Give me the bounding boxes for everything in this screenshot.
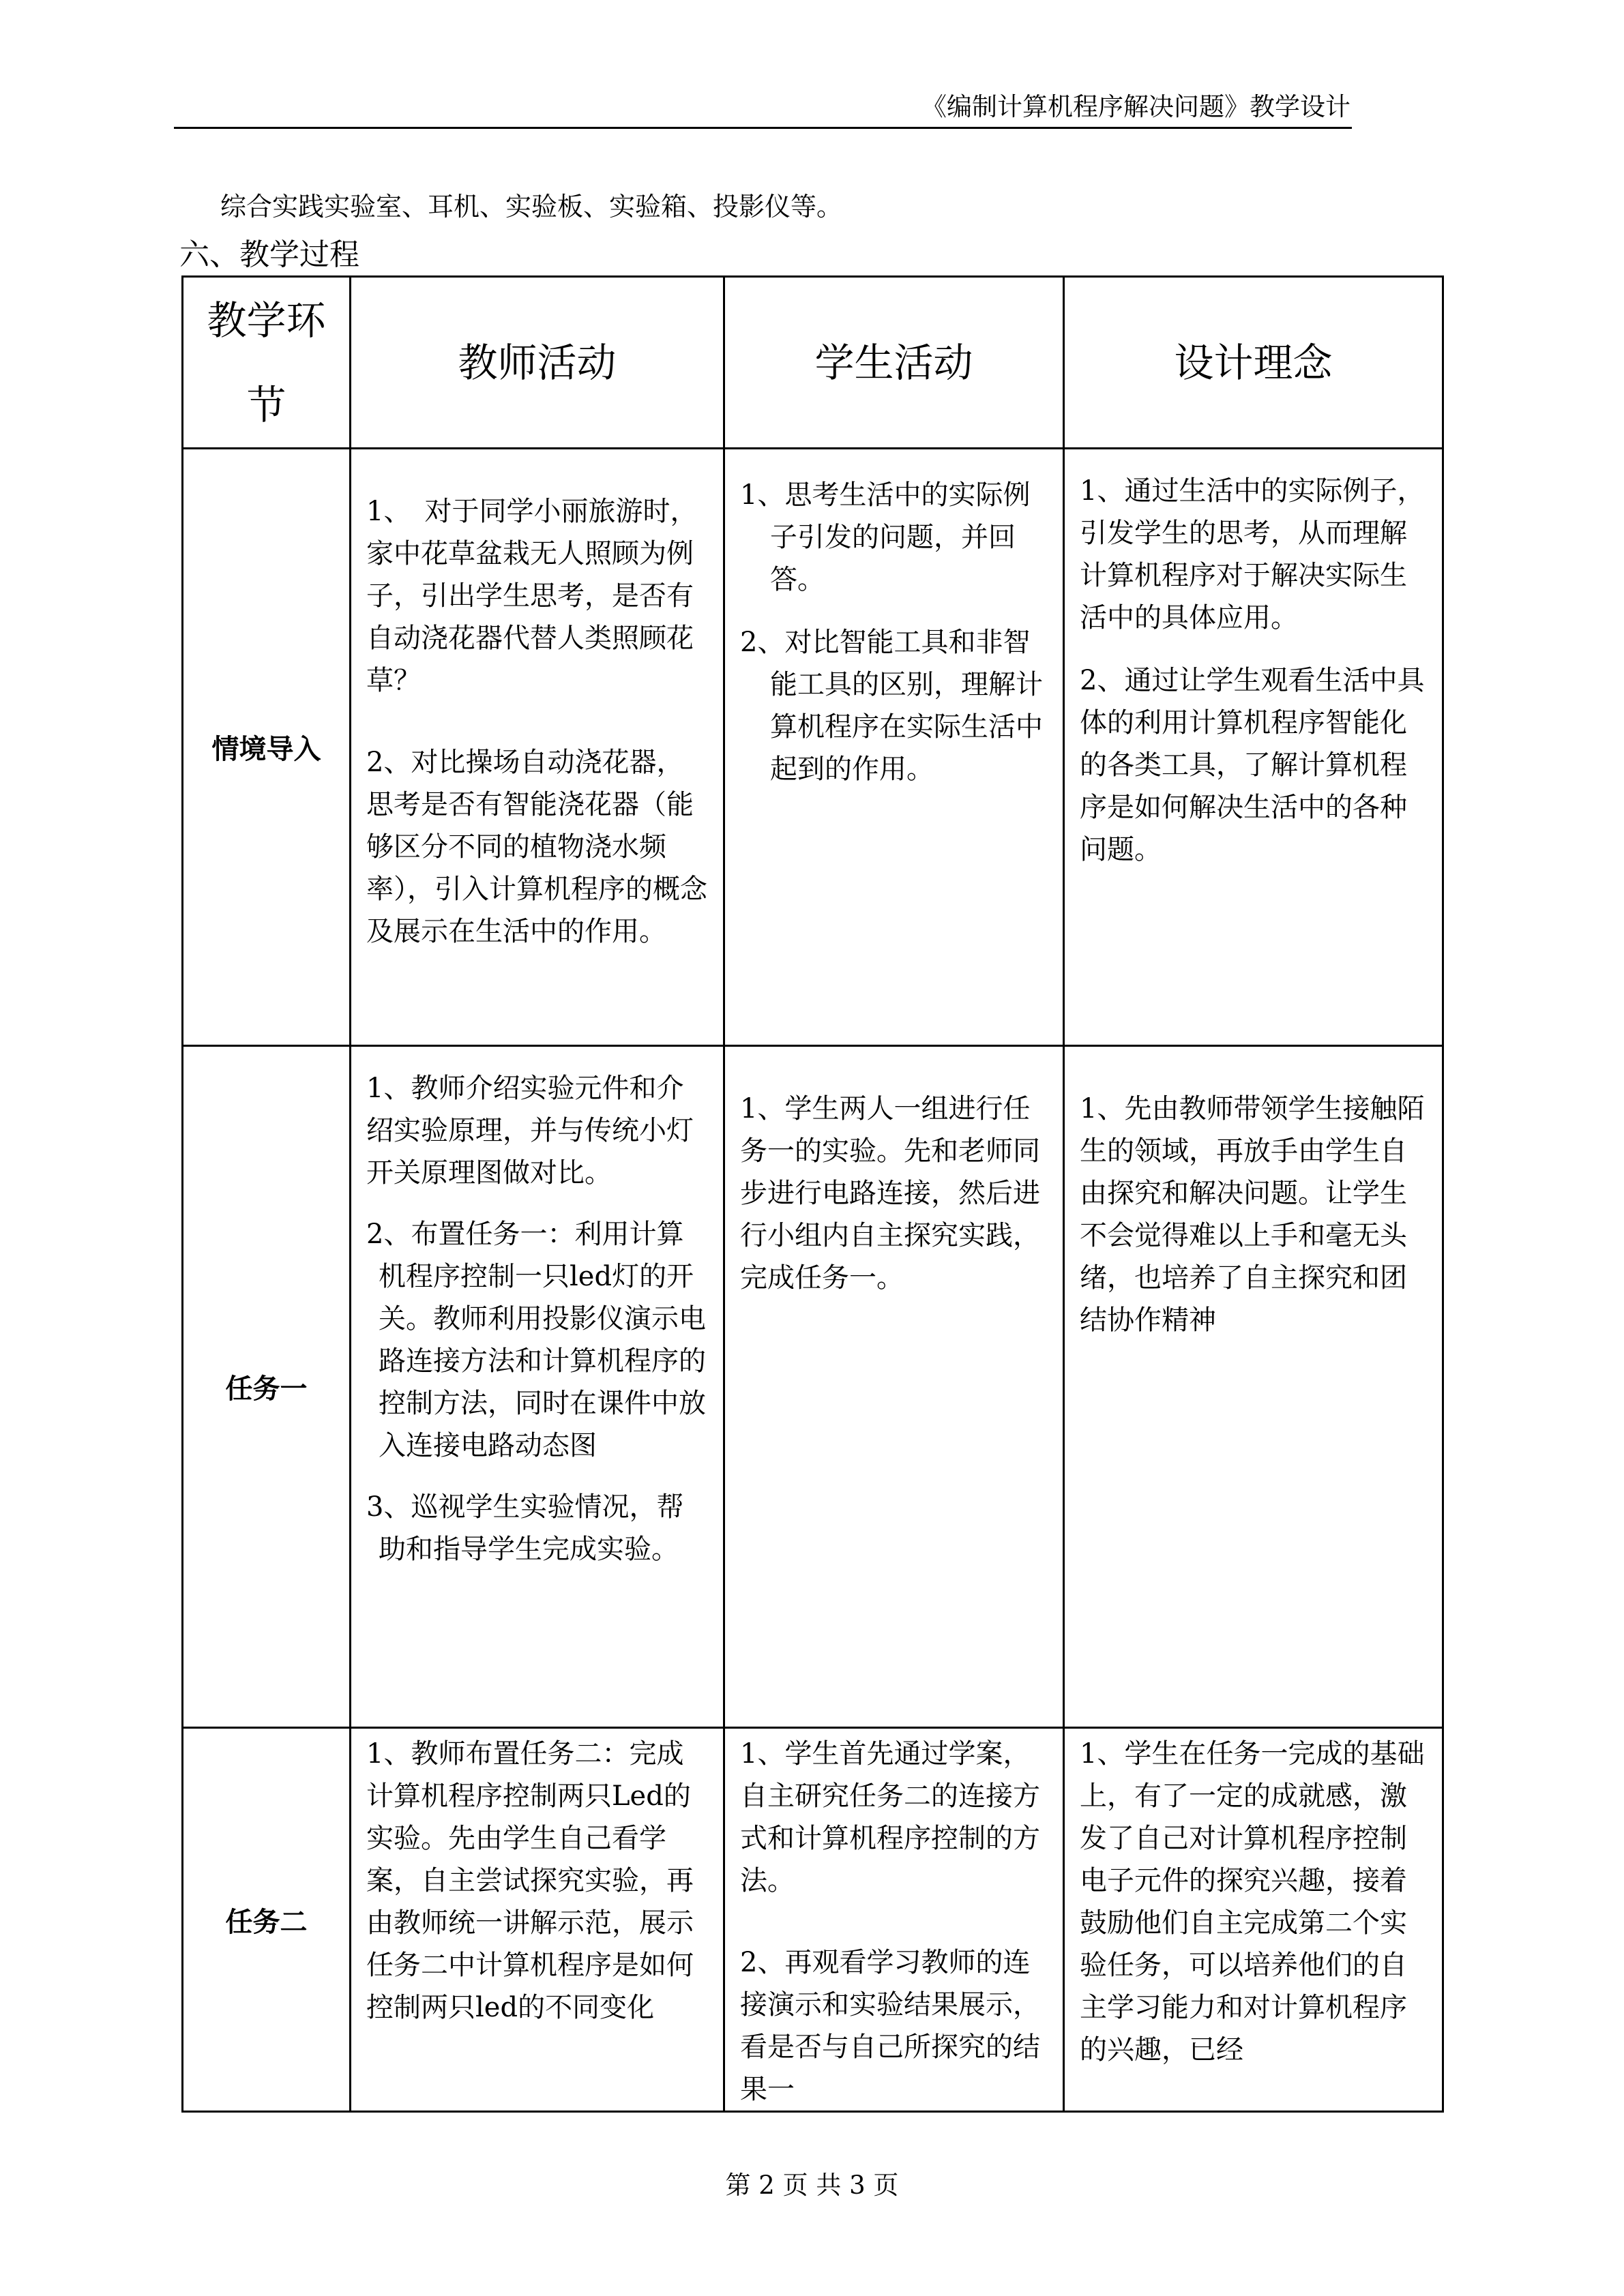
header-stage-line1: 教学环 [207,297,326,344]
design-cell [1064,1728,1443,2112]
teacher-cell [351,449,724,1046]
table-row [183,449,1443,1046]
header-stage-line2: 节 [246,381,286,428]
student-paragraph: 2、对比智能工具和非智能工具的区别，理解计算机程序在实际生活中起到的作用。 [740,627,1043,785]
teaching-process-table [181,275,1444,2113]
table-row [183,1728,1443,2112]
table-header-row [183,277,1443,449]
student-paragraph: 1、思考生活中的实际例子引发的问题，并回答。 [740,479,1031,595]
design-paragraph: 2、通过让学生观看生活中具体的利用计算机程序智能化的各类工具，了解计算机程序是如何解决生活中的各种问题。 [1080,665,1425,865]
running-header: 《编制计算机程序解决问题》教学设计 [921,92,1350,121]
teacher-paragraph: 1、教师布置任务二：完成计算机程序控制两只Led的实验。先由学生自己看学案，自主尝试探究实验，再由教师统一讲解示范，展示任务二中计算机程序是如何控制两只led的不同变化 [366,1738,694,2023]
teacher-cell [351,1046,724,1728]
stage-cell: 情境导入 [183,449,351,1046]
student-cell [724,1046,1064,1728]
header-student: 学生活动 [724,277,1064,449]
table-row [183,1046,1443,1728]
teacher-paragraph: 2、对比操场自动浇花器，思考是否有智能浇花器（能够区分不同的植物浇水频率），引入计算机程序的概念及展示在生活中的作用。 [366,747,707,947]
student-paragraph: 2、再观看学习教师的连接演示和实验结果展示，看是否与自己所探究的结果一 [740,1947,1040,2105]
header-stage [183,277,351,449]
teacher-cell [351,1728,724,2112]
header-rule [174,127,1352,129]
resources-line: 综合实践实验室、耳机、实验板、实验箱、投影仪等。 [220,192,843,222]
design-cell [1064,1046,1443,1728]
page-footer: 第 2 页 共 3 页 [725,2171,899,2200]
student-cell [724,1728,1064,2112]
student-paragraph: 1、学生首先通过学案，自主研究任务二的连接方式和计算机程序控制的方法。 [740,1738,1040,1896]
design-paragraph: 1、通过生活中的实际例子，引发学生的思考，从而理解计算机程序对于解决实际生活中的具体应用。 [1080,475,1425,633]
teacher-paragraph: 2、布置任务一：利用计算机程序控制一只led灯的开关。教师利用投影仪演示电路连接方法和计算机程序的控制方法，同时在课件中放入连接电路动态图 [366,1219,706,1461]
teacher-paragraph: 3、巡视学生实验情况，帮助和指导学生完成实验。 [366,1491,684,1565]
header-design: 设计理念 [1064,277,1443,449]
header-teacher: 教师活动 [351,277,724,449]
student-cell [724,449,1064,1046]
student-paragraph: 1、学生两人一组进行任务一的实验。先和老师同步进行电路连接，然后进行小组内自主探究实践，完成任务一。 [740,1093,1040,1294]
design-paragraph: 1、先由教师带领学生接触陌生的领域，再放手由学生自由探究和解决问题。让学生不会觉得难以上手和毫无头绪，也培养了自主探究和团结协作精神 [1080,1093,1425,1336]
teacher-paragraph: 1、教师介绍实验元件和介绍实验原理，并与传统小灯开关原理图做对比。 [366,1073,694,1189]
teacher-paragraph: 1、 对于同学小丽旅游时，家中花草盆栽无人照顾为例子，引出学生思考，是否有自动浇花器代替人类照顾花草？ [366,496,698,696]
stage-cell: 任务二 [183,1728,351,2112]
stage-cell: 任务一 [183,1046,351,1728]
design-cell [1064,449,1443,1046]
design-paragraph: 1、学生在任务一完成的基础上，有了一定的成就感，激发了自己对计算机程序控制电子元件的探究兴趣，接着鼓励他们自主完成第二个实验任务，可以培养他们的自主学习能力和对计算机程序的兴趣，已经 [1080,1738,1425,2066]
section-heading: 六、教学过程 [179,237,359,272]
